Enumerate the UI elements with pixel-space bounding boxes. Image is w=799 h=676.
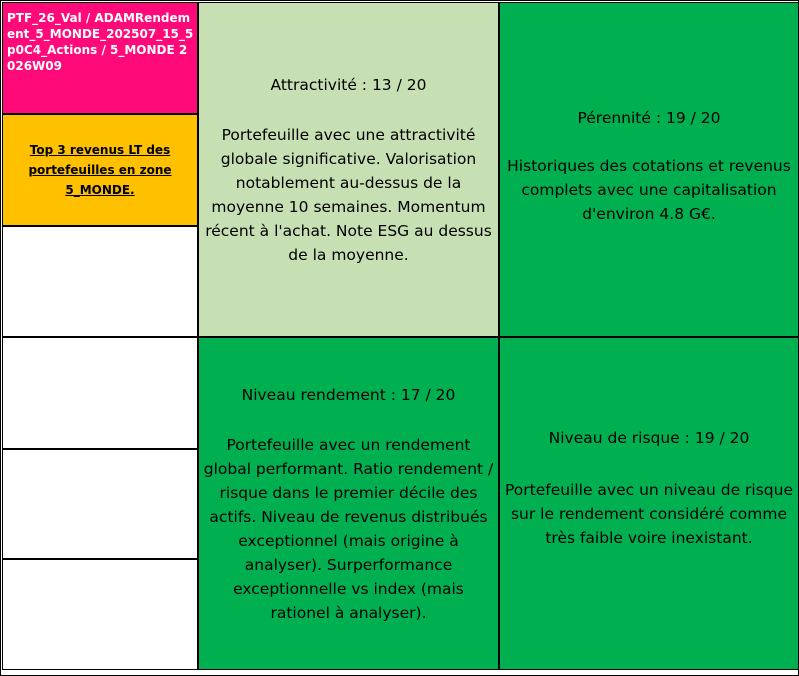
perennite-score-title: Pérennité : 19 / 20 — [577, 109, 721, 127]
rendement-score-title: Niveau rendement : 17 / 20 — [241, 385, 456, 404]
risque-score-box — [499, 337, 799, 670]
top3-revenue-label: Top 3 revenus LT des portefeuilles en zone 5_MONDE. — [28, 143, 172, 197]
rendement-score-box — [198, 337, 499, 670]
empty-cell-3 — [2, 449, 198, 559]
portfolio-code-cell: PTF_26_Val / ADAMRendement_5_MONDE_202507_15_5p0C4_Actions / 5_MONDE 2026W09 — [2, 2, 198, 114]
perennite-score-box — [499, 2, 799, 337]
risque-score-title: Niveau de risque : 19 / 20 — [548, 429, 750, 447]
top3-revenue-cell — [2, 114, 198, 226]
empty-cell-1 — [2, 226, 198, 337]
empty-cell-4 — [2, 559, 198, 670]
attractivite-score-box — [198, 2, 499, 337]
risque-description: Portefeuille avec un niveau de risque sur le rendement considéré comme très faible voire inexistant. — [504, 481, 794, 547]
empty-cell-2 — [2, 337, 198, 449]
rendement-description: Portefeuille avec un rendement global performant. Ratio rendement / risque dans le premier décile des actifs. Niveau de revenus distribués exceptionnel (mais origine à analyser). Surperformance exceptionnelle vs index (mais rationel à analyser). — [203, 435, 494, 622]
attractivite-score-title: Attractivité : 13 / 20 — [270, 75, 427, 94]
perennite-description: Historiques des cotations et revenus complets avec une capitalisation d'environ 4.8 G€. — [507, 157, 791, 223]
attractivite-description: Portefeuille avec une attractivité globale significative. Valorisation notablement au-dessus de la moyenne 10 semaines. Momentum récent à l'achat. Note ESG au dessus de la moyenne. — [205, 125, 492, 264]
